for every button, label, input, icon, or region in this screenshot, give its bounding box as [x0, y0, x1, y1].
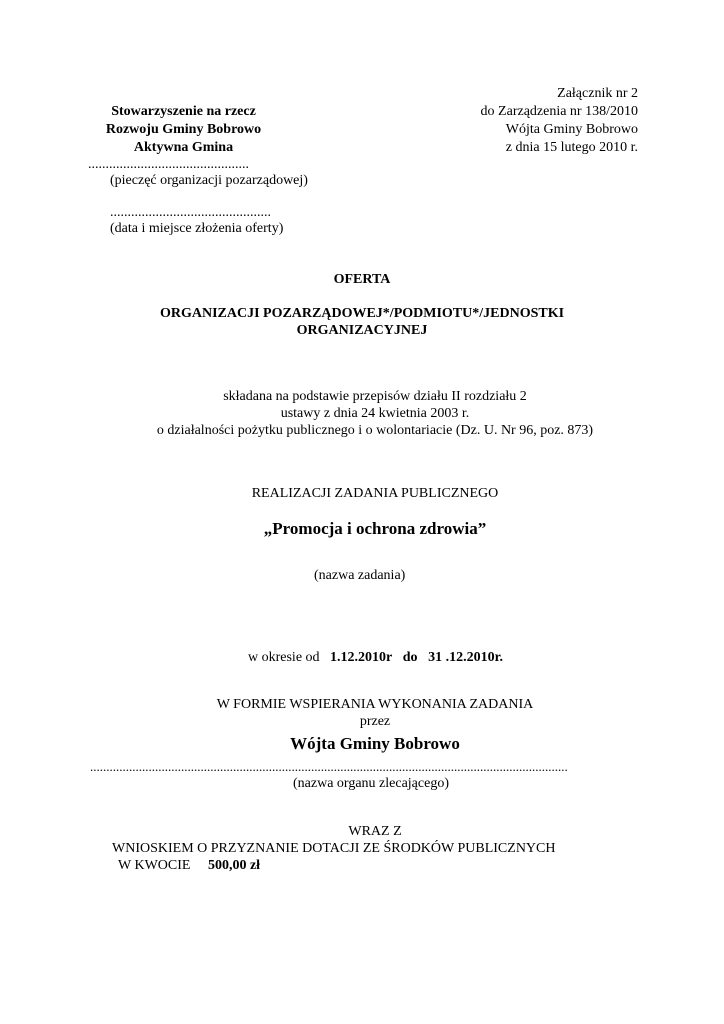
period-from: 1.12.2010r [330, 650, 393, 665]
organization-name-line2: Rozwoju Gminy Bobrowo [105, 122, 262, 137]
authority-name: Wójta Gminy Bobrowo [290, 734, 460, 753]
task-label: REALIZACJI ZADANIA PUBLICZNEGO [251, 486, 499, 501]
grant-line1: WRAZ Z [348, 824, 402, 839]
organization-name-line3: Aktywna Gmina [133, 140, 234, 155]
legal-basis-line2: ustawy z dnia 24 kwietnia 2003 r. [280, 406, 470, 421]
organization-name-block [76, 103, 291, 157]
legal-basis-line3: o działalności pożytku publicznego i o wolontariacie (Dz. U. Nr 96, poz. 873) [156, 423, 594, 438]
annex-regulation: do Zarządzenia nr 138/2010 [480, 104, 638, 119]
offer-subheading-line1: ORGANIZACJI POZARZĄDOWEJ*/PODMIOTU*/JEDNOSTKI [159, 306, 565, 321]
task-name: „Promocja i ochrona zdrowia” [263, 519, 487, 538]
annex-reference-block [430, 85, 638, 157]
period-line [248, 649, 503, 667]
date-caption: (data i miejsce złożenia oferty) [110, 221, 284, 236]
task-name-caption: (nazwa zadania) [314, 568, 406, 583]
period-prefix: w okresie od [248, 650, 320, 665]
stamp-caption: (pieczęć organizacji pozarządowej) [110, 173, 308, 188]
period-connector: do [402, 650, 418, 665]
grant-line2: WNIOSKIEM O PRZYZNANIE DOTACJI ZE ŚRODKÓW PUBLICZNYCH [112, 841, 556, 856]
support-form-line1: W FORMIE WSPIERANIA WYKONANIA ZADANIA [216, 697, 534, 712]
grant-amount-label: W KWOCIE [118, 858, 191, 873]
support-form-line2: przez [359, 714, 391, 729]
annex-number: Załącznik nr 2 [557, 86, 638, 101]
offer-heading: OFERTA [333, 272, 391, 287]
offer-subheading-line2: ORGANIZACYJNEJ [296, 323, 428, 338]
authority-dotted-line: ................................................................................................................................................... [90, 759, 568, 774]
authority-caption: (nazwa organu zlecającego) [293, 776, 449, 791]
legal-basis-line1: składana na podstawie przepisów działu II rozdziału 2 [223, 389, 527, 404]
date-dotted-line: .............................................. [110, 205, 271, 220]
annex-issuer: Wójta Gminy Bobrowo [505, 122, 638, 137]
grant-amount-value: 500,00 zł [207, 858, 261, 873]
grant-amount-line [118, 857, 260, 875]
annex-date: z dnia 15 lutego 2010 r. [505, 140, 638, 155]
stamp-dotted-line: .............................................. [88, 157, 249, 172]
organization-name-line1: Stowarzyszenie na rzecz [111, 104, 256, 119]
period-to: 31 .12.2010r. [428, 650, 503, 665]
